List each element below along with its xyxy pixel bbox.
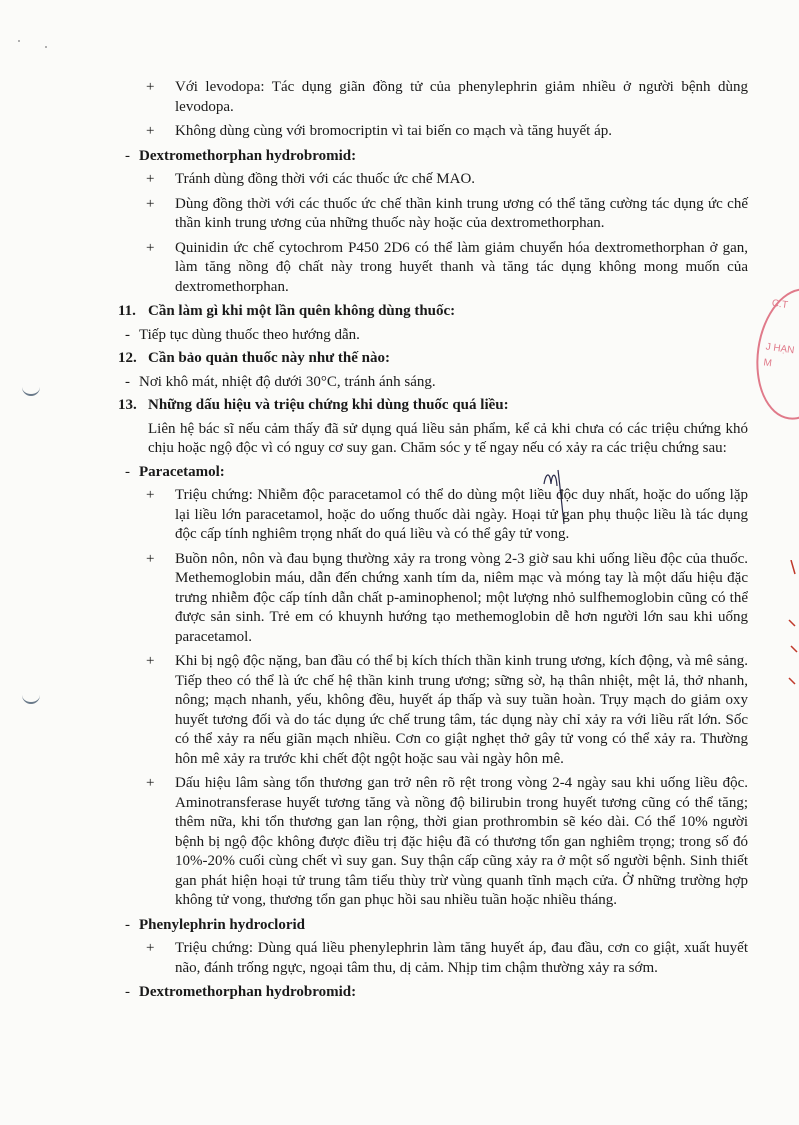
bullet-item <box>118 939 748 978</box>
plus-bullet-marker: + <box>146 79 155 95</box>
stamp-text: M <box>762 357 773 370</box>
line-text: Tiếp tục dùng thuốc theo hướng dẫn. <box>139 326 360 343</box>
edge-mark <box>785 560 799 700</box>
paragraph <box>118 420 748 459</box>
dash-bullet-marker: - <box>125 147 130 164</box>
line-text: Phenylephrin hydroclorid <box>139 916 305 933</box>
dash-bullet-marker: - <box>125 326 130 343</box>
line-text: Nơi khô mát, nhiệt độ dưới 30°C, tránh ánh sáng. <box>139 373 436 390</box>
line-text: Triệu chứng: Dùng quá liều phenylephrin làm tăng huyết áp, đau đầu, cơn co giật, xuất huyết não, đánh trống ngực, ngoại tâm thu, dị cảm. Nhịp tim chậm thường xảy ra sớm. <box>175 940 748 976</box>
scan-speck <box>45 46 47 48</box>
plus-bullet-marker: + <box>146 487 155 503</box>
plus-bullet-marker: + <box>146 940 155 956</box>
bullet-item <box>118 486 748 545</box>
dash-item <box>118 463 748 483</box>
bullet-item <box>118 652 748 769</box>
plus-bullet-marker: + <box>146 775 155 791</box>
section-number: 13. <box>118 397 137 413</box>
section-heading <box>118 396 748 416</box>
line-text: Với levodopa: Tác dụng giãn đồng tử của phenylephrin giảm nhiều ở người bệnh dùng levodopa. <box>175 79 748 115</box>
bullet-item <box>118 774 748 911</box>
dash-item <box>118 326 748 346</box>
line-text: Quinidin ức chế cytochrom P450 2D6 có thể làm giảm chuyển hóa dextromethorphan ở gan, làm tăng nồng độ chất này trong huyết thanh và tăng tác dụng không mong muốn của dextromethorphan. <box>175 239 748 295</box>
document-body <box>118 78 748 1007</box>
section-heading <box>118 349 748 369</box>
punch-hole-mark <box>22 692 40 704</box>
line-text: Triệu chứng: Nhiễm độc paracetamol có thể do dùng một liều độc duy nhất, hoặc do uống lặp lại liều lớn paracetamol, hoặc do uống thuốc dài ngày. Hoại tử gan phụ thuộc liều là tác dụng độc cấp tính nghiêm trọng nhất do quá liều và có thể gây tử vong. <box>175 487 748 542</box>
line-text: Buồn nôn, nôn và đau bụng thường xảy ra trong vòng 2-3 giờ sau khi uống liều độc của thuốc. Methemoglobin máu, dẫn đến chứng xanh tím da, niêm mạc và móng tay là một dấu hiệu đặc trưng nhiễm độc cấp tính dẫn chất p-aminophenol; một lượng nhỏ sulfhemoglobin cũng có thể được sản sinh. Trẻ em có khuynh hướng tạo methemoglobin dễ hơn người lớn sau khi uống paracetamol. <box>175 550 748 645</box>
plus-bullet-marker: + <box>146 123 155 139</box>
section-heading <box>118 302 748 322</box>
line-text: Dùng đồng thời với các thuốc ức chế thần kinh trung ương có thể tăng cường tác dụng ức chế thần kinh trung ương của những thuốc này hoặc của dextromethorphan. <box>175 195 748 231</box>
dash-item <box>118 147 748 167</box>
line-text: Những dấu hiệu và triệu chứng khi dùng thuốc quá liều: <box>148 397 509 413</box>
plus-bullet-marker: + <box>146 171 155 187</box>
line-text: Tránh dùng đồng thời với các thuốc ức chế MAO. <box>175 171 476 187</box>
line-text: Liên hệ bác sĩ nếu cảm thấy đã sử dụng quá liều sản phẩm, kể cả khi chưa có các triệu chứng khó chịu hoặc ngộ độc vì có nguy cơ suy gan. Chăm sóc y tế ngay nếu có xảy ra các triệu chứng sau: <box>148 420 748 456</box>
dash-bullet-marker: - <box>125 984 130 1000</box>
line-text: Paracetamol: <box>139 463 225 480</box>
section-number: 11. <box>118 303 136 319</box>
dash-bullet-marker: - <box>125 916 130 933</box>
plus-bullet-marker: + <box>146 195 155 212</box>
bullet-item <box>118 170 748 190</box>
dash-bullet-marker: - <box>125 463 130 480</box>
section-number: 12. <box>118 350 137 366</box>
bullet-item <box>118 78 748 117</box>
line-text: Khi bị ngộ độc nặng, ban đầu có thể bị kích thích thần kinh trung ương, kích động, và mê sảng. Tiếp theo có thể là ức chế hệ thần kinh trung ương; sững sờ, hạ thân nhiệt, mệt lả, thở nhanh, nông; mạch nhanh, yếu, không đều, huyết áp thấp và suy tuần hoàn. Trụy mạch do giảm oxy huyết tương đối và do tác dụng ức chế trung tâm, tác dụng này chỉ xảy ra với liều rất lớn. Sốc có thể xảy ra nếu giãn mạch nhiều. Cơn co giật nghẹt thở gây tử vong có thể xảy ra. Thường hôn mê xảy ra trước khi chết đột ngột hoặc sau vài ngày hôn mê. <box>175 653 748 767</box>
plus-bullet-marker: + <box>146 239 155 256</box>
line-text: Cần làm gì khi một lần quên không dùng thuốc: <box>148 303 456 319</box>
stamp-text: C.T <box>771 297 789 312</box>
bullet-item <box>118 239 748 298</box>
line-text: Dextromethorphan hydrobromid: <box>139 984 357 1000</box>
dash-bullet-marker: - <box>125 373 130 390</box>
plus-bullet-marker: + <box>146 653 155 669</box>
punch-hole-mark <box>22 384 40 396</box>
line-text: Cần bảo quản thuốc này như thế nào: <box>148 350 390 366</box>
bullet-item <box>118 122 748 142</box>
bullet-item <box>118 195 748 234</box>
company-stamp <box>748 283 799 425</box>
line-text: Không dùng cùng với bromocriptin vì tai biến co mạch và tăng huyết áp. <box>175 123 612 139</box>
dash-item <box>118 373 748 393</box>
dash-item <box>118 916 748 936</box>
line-text: Dấu hiệu lâm sàng tổn thương gan trở nên rõ rệt trong vòng 2-4 ngày sau khi uống liều độc. Aminotransferase huyết tương tăng và nồng độ bilirubin trong huyết tương cũng có thể tăng; thêm nữa, khi tổn thương gan lan rộng, thời gian prothrombin sẽ kéo dài. Có thể 10% người bệnh bị ngộ độc không được điều trị đặc hiệu đã có thương tổn gan nghiêm trọng; trong số đó 10%-20% cuối cùng chết vì suy gan. Suy thận cấp cũng xảy ra ở một số người bệnh. Sinh thiết gan phát hiện hoại tử trung tâm tiểu thùy trừ vùng quanh tĩnh mạch cửa. Ở những trường hợp không tử vong, thương tổn gan phục hồi sau nhiều tuần hoặc nhiều tháng. <box>175 775 748 908</box>
stamp-text: J HẠN <box>764 341 796 357</box>
scan-speck <box>18 40 20 42</box>
bullet-item <box>118 550 748 648</box>
line-text: Dextromethorphan hydrobromid: <box>139 147 357 164</box>
dash-item <box>118 983 748 1003</box>
plus-bullet-marker: + <box>146 550 155 567</box>
